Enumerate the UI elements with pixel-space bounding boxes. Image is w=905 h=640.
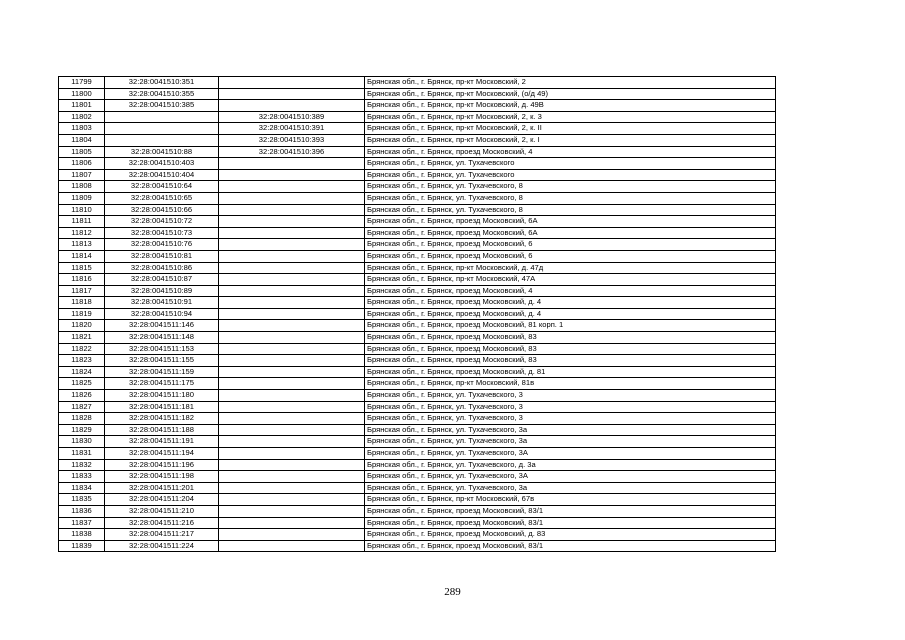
sub-cadastral-number-cell — [219, 540, 365, 552]
row-number-cell: 11808 — [59, 181, 105, 193]
table-row — [59, 366, 776, 378]
table-row — [59, 123, 776, 135]
row-number-cell: 11818 — [59, 297, 105, 309]
table-row — [59, 390, 776, 402]
row-number-cell: 11817 — [59, 285, 105, 297]
cadastral-number-cell: 32:28:0041511:188 — [105, 424, 219, 436]
sub-cadastral-number-cell — [219, 482, 365, 494]
sub-cadastral-number-cell — [219, 413, 365, 425]
cadastral-number-cell: 32:28:0041511:201 — [105, 482, 219, 494]
row-number-cell: 11820 — [59, 320, 105, 332]
sub-cadastral-number-cell — [219, 436, 365, 448]
table-row — [59, 134, 776, 146]
address-cell: Брянская обл., г. Брянск, пр-кт Московский, 67в — [365, 494, 776, 506]
table-row — [59, 436, 776, 448]
row-number-cell: 11839 — [59, 540, 105, 552]
sub-cadastral-number-cell — [219, 285, 365, 297]
row-number-cell: 11816 — [59, 274, 105, 286]
address-cell: Брянская обл., г. Брянск, проезд Московский, 83/1 — [365, 517, 776, 529]
address-cell: Брянская обл., г. Брянск, ул. Тухачевского — [365, 158, 776, 170]
table-row — [59, 378, 776, 390]
table-row — [59, 146, 776, 158]
cadastral-number-cell: 32:28:0041511:182 — [105, 413, 219, 425]
address-cell: Брянская обл., г. Брянск, ул. Тухачевского, 3 — [365, 390, 776, 402]
cadastral-number-cell: 32:28:0041510:87 — [105, 274, 219, 286]
sub-cadastral-number-cell — [219, 355, 365, 367]
row-number-cell: 11828 — [59, 413, 105, 425]
address-cell: Брянская обл., г. Брянск, проезд Московский, 4 — [365, 285, 776, 297]
cadastral-number-cell: 32:28:0041510:64 — [105, 181, 219, 193]
cadastral-number-cell: 32:28:0041511:224 — [105, 540, 219, 552]
sub-cadastral-number-cell — [219, 274, 365, 286]
sub-cadastral-number-cell — [219, 459, 365, 471]
address-cell: Брянская обл., г. Брянск, проезд Московский, 81 корп. 1 — [365, 320, 776, 332]
sub-cadastral-number-cell — [219, 308, 365, 320]
row-number-cell: 11811 — [59, 216, 105, 228]
sub-cadastral-number-cell — [219, 494, 365, 506]
sub-cadastral-number-cell — [219, 158, 365, 170]
sub-cadastral-number-cell — [219, 169, 365, 181]
cadastral-number-cell: 32:28:0041511:146 — [105, 320, 219, 332]
cadastral-number-cell: 32:28:0041510:404 — [105, 169, 219, 181]
address-cell: Брянская обл., г. Брянск, проезд Московский, д. 83 — [365, 529, 776, 541]
sub-cadastral-number-cell — [219, 390, 365, 402]
row-number-cell: 11809 — [59, 192, 105, 204]
table-row — [59, 343, 776, 355]
cadastral-number-cell: 32:28:0041510:72 — [105, 216, 219, 228]
cadastral-number-cell: 32:28:0041510:86 — [105, 262, 219, 274]
table-row — [59, 250, 776, 262]
table-row — [59, 192, 776, 204]
table-row — [59, 471, 776, 483]
address-cell: Брянская обл., г. Брянск, пр-кт Московский, д. 49В — [365, 100, 776, 112]
sub-cadastral-number-cell — [219, 262, 365, 274]
cadastral-number-cell: 32:28:0041510:81 — [105, 250, 219, 262]
sub-cadastral-number-cell — [219, 216, 365, 228]
row-number-cell: 11814 — [59, 250, 105, 262]
table-row — [59, 227, 776, 239]
address-cell: Брянская обл., г. Брянск, ул. Тухачевского, 8 — [365, 204, 776, 216]
cadastral-number-cell — [105, 111, 219, 123]
sub-cadastral-number-cell — [219, 250, 365, 262]
address-cell: Брянская обл., г. Брянск, проезд Московский, д. 81 — [365, 366, 776, 378]
cadastral-number-cell: 32:28:0041511:191 — [105, 436, 219, 448]
table-row — [59, 355, 776, 367]
row-number-cell: 11823 — [59, 355, 105, 367]
address-cell: Брянская обл., г. Брянск, ул. Тухачевского — [365, 169, 776, 181]
sub-cadastral-number-cell — [219, 192, 365, 204]
address-cell: Брянская обл., г. Брянск, проезд Московский, 83/1 — [365, 505, 776, 517]
cadastral-number-cell: 32:28:0041510:66 — [105, 204, 219, 216]
table-row — [59, 308, 776, 320]
table-row — [59, 529, 776, 541]
row-number-cell: 11804 — [59, 134, 105, 146]
table-row — [59, 540, 776, 552]
address-cell: Брянская обл., г. Брянск, ул. Тухачевского, 8 — [365, 181, 776, 193]
cadastral-number-cell: 32:28:0041510:351 — [105, 77, 219, 89]
cadastral-number-cell: 32:28:0041511:181 — [105, 401, 219, 413]
cadastral-number-cell: 32:28:0041510:94 — [105, 308, 219, 320]
cadastral-number-cell: 32:28:0041511:159 — [105, 366, 219, 378]
table-row — [59, 459, 776, 471]
sub-cadastral-number-cell — [219, 100, 365, 112]
sub-cadastral-number-cell — [219, 77, 365, 89]
row-number-cell: 11824 — [59, 366, 105, 378]
table-row — [59, 216, 776, 228]
row-number-cell: 11806 — [59, 158, 105, 170]
table-row — [59, 181, 776, 193]
cadastral-number-cell: 32:28:0041510:65 — [105, 192, 219, 204]
row-number-cell: 11832 — [59, 459, 105, 471]
address-cell: Брянская обл., г. Брянск, пр-кт Московский, (о/д 49) — [365, 88, 776, 100]
sub-cadastral-number-cell — [219, 401, 365, 413]
table-row — [59, 204, 776, 216]
cadastral-number-cell: 32:28:0041510:355 — [105, 88, 219, 100]
row-number-cell: 11799 — [59, 77, 105, 89]
table-row — [59, 169, 776, 181]
row-number-cell: 11836 — [59, 505, 105, 517]
table-row — [59, 413, 776, 425]
table-row — [59, 285, 776, 297]
sub-cadastral-number-cell — [219, 88, 365, 100]
address-cell: Брянская обл., г. Брянск, ул. Тухачевского, 3а — [365, 436, 776, 448]
row-number-cell: 11813 — [59, 239, 105, 251]
address-cell: Брянская обл., г. Брянск, ул. Тухачевского, 3а — [365, 424, 776, 436]
address-cell: Брянская обл., г. Брянск, ул. Тухачевского, 3а — [365, 482, 776, 494]
cadastral-register-table — [58, 76, 776, 552]
sub-cadastral-number-cell — [219, 297, 365, 309]
table-row — [59, 505, 776, 517]
cadastral-number-cell: 32:28:0041510:89 — [105, 285, 219, 297]
address-cell: Брянская обл., г. Брянск, ул. Тухачевского, 3А — [365, 448, 776, 460]
cadastral-number-cell: 32:28:0041511:175 — [105, 378, 219, 390]
cadastral-number-cell: 32:28:0041510:403 — [105, 158, 219, 170]
sub-cadastral-number-cell — [219, 227, 365, 239]
address-cell: Брянская обл., г. Брянск, проезд Московский, 6 — [365, 239, 776, 251]
sub-cadastral-number-cell — [219, 366, 365, 378]
address-cell: Брянская обл., г. Брянск, проезд Московский, 83 — [365, 332, 776, 344]
table-row — [59, 88, 776, 100]
row-number-cell: 11829 — [59, 424, 105, 436]
sub-cadastral-number-cell: 32:28:0041510:393 — [219, 134, 365, 146]
cadastral-number-cell: 32:28:0041511:210 — [105, 505, 219, 517]
row-number-cell: 11802 — [59, 111, 105, 123]
table-body — [59, 77, 776, 552]
cadastral-number-cell: 32:28:0041510:73 — [105, 227, 219, 239]
cadastral-number-cell: 32:28:0041511:217 — [105, 529, 219, 541]
row-number-cell: 11807 — [59, 169, 105, 181]
address-cell: Брянская обл., г. Брянск, проезд Московский, 6 — [365, 250, 776, 262]
row-number-cell: 11815 — [59, 262, 105, 274]
cadastral-number-cell: 32:28:0041510:91 — [105, 297, 219, 309]
row-number-cell: 11825 — [59, 378, 105, 390]
address-cell: Брянская обл., г. Брянск, ул. Тухачевского, 3 — [365, 401, 776, 413]
cadastral-number-cell: 32:28:0041510:88 — [105, 146, 219, 158]
sub-cadastral-number-cell — [219, 343, 365, 355]
sub-cadastral-number-cell — [219, 517, 365, 529]
address-cell: Брянская обл., г. Брянск, проезд Московский, 6А — [365, 227, 776, 239]
address-cell: Брянская обл., г. Брянск, проезд Московский, д. 4 — [365, 297, 776, 309]
table-row — [59, 239, 776, 251]
address-cell: Брянская обл., г. Брянск, пр-кт Московский, 2, к. I — [365, 134, 776, 146]
cadastral-number-cell: 32:28:0041510:385 — [105, 100, 219, 112]
address-cell: Брянская обл., г. Брянск, ул. Тухачевского, 3 — [365, 413, 776, 425]
sub-cadastral-number-cell — [219, 448, 365, 460]
sub-cadastral-number-cell: 32:28:0041510:389 — [219, 111, 365, 123]
row-number-cell: 11830 — [59, 436, 105, 448]
address-cell: Брянская обл., г. Брянск, пр-кт Московский, 81в — [365, 378, 776, 390]
sub-cadastral-number-cell — [219, 239, 365, 251]
row-number-cell: 11827 — [59, 401, 105, 413]
table-row — [59, 100, 776, 112]
table-row — [59, 297, 776, 309]
row-number-cell: 11831 — [59, 448, 105, 460]
row-number-cell: 11810 — [59, 204, 105, 216]
cadastral-number-cell: 32:28:0041511:216 — [105, 517, 219, 529]
table-row — [59, 494, 776, 506]
table-row — [59, 158, 776, 170]
address-cell: Брянская обл., г. Брянск, проезд Московский, 83 — [365, 343, 776, 355]
sub-cadastral-number-cell — [219, 505, 365, 517]
table-row — [59, 111, 776, 123]
table-row — [59, 77, 776, 89]
sub-cadastral-number-cell — [219, 181, 365, 193]
cadastral-number-cell: 32:28:0041511:148 — [105, 332, 219, 344]
page-number: 289 — [444, 586, 461, 598]
cadastral-number-cell: 32:28:0041511:180 — [105, 390, 219, 402]
address-cell: Брянская обл., г. Брянск, проезд Московский, 4 — [365, 146, 776, 158]
table-row — [59, 401, 776, 413]
sub-cadastral-number-cell: 32:28:0041510:391 — [219, 123, 365, 135]
table-row — [59, 448, 776, 460]
sub-cadastral-number-cell — [219, 378, 365, 390]
address-cell: Брянская обл., г. Брянск, ул. Тухачевского, 3А — [365, 471, 776, 483]
address-cell: Брянская обл., г. Брянск, ул. Тухачевского, д. 3а — [365, 459, 776, 471]
row-number-cell: 11801 — [59, 100, 105, 112]
address-cell: Брянская обл., г. Брянск, пр-кт Московский, д. 47д — [365, 262, 776, 274]
address-cell: Брянская обл., г. Брянск, пр-кт Московский, 47А — [365, 274, 776, 286]
table-row — [59, 517, 776, 529]
table-row — [59, 262, 776, 274]
table-row — [59, 424, 776, 436]
sub-cadastral-number-cell — [219, 529, 365, 541]
address-cell: Брянская обл., г. Брянск, пр-кт Московский, 2, к. II — [365, 123, 776, 135]
row-number-cell: 11834 — [59, 482, 105, 494]
row-number-cell: 11812 — [59, 227, 105, 239]
row-number-cell: 11821 — [59, 332, 105, 344]
cadastral-number-cell: 32:28:0041511:204 — [105, 494, 219, 506]
row-number-cell: 11822 — [59, 343, 105, 355]
cadastral-number-cell: 32:28:0041511:155 — [105, 355, 219, 367]
cadastral-number-cell: 32:28:0041510:76 — [105, 239, 219, 251]
sub-cadastral-number-cell — [219, 332, 365, 344]
row-number-cell: 11800 — [59, 88, 105, 100]
table-row — [59, 320, 776, 332]
row-number-cell: 11826 — [59, 390, 105, 402]
address-cell: Брянская обл., г. Брянск, проезд Московский, 83/1 — [365, 540, 776, 552]
address-cell: Брянская обл., г. Брянск, проезд Московский, 83 — [365, 355, 776, 367]
address-cell: Брянская обл., г. Брянск, проезд Московский, д. 4 — [365, 308, 776, 320]
address-cell: Брянская обл., г. Брянск, пр-кт Московский, 2, к. 3 — [365, 111, 776, 123]
sub-cadastral-number-cell — [219, 471, 365, 483]
cadastral-number-cell — [105, 134, 219, 146]
row-number-cell: 11835 — [59, 494, 105, 506]
row-number-cell: 11833 — [59, 471, 105, 483]
cadastral-number-cell: 32:28:0041511:153 — [105, 343, 219, 355]
cadastral-number-cell: 32:28:0041511:194 — [105, 448, 219, 460]
sub-cadastral-number-cell — [219, 424, 365, 436]
address-cell: Брянская обл., г. Брянск, проезд Московский, 6А — [365, 216, 776, 228]
table-row — [59, 332, 776, 344]
sub-cadastral-number-cell — [219, 320, 365, 332]
table-row — [59, 274, 776, 286]
cadastral-number-cell: 32:28:0041511:196 — [105, 459, 219, 471]
cadastral-number-cell — [105, 123, 219, 135]
address-cell: Брянская обл., г. Брянск, ул. Тухачевского, 8 — [365, 192, 776, 204]
row-number-cell: 11805 — [59, 146, 105, 158]
row-number-cell: 11838 — [59, 529, 105, 541]
cadastral-number-cell: 32:28:0041511:198 — [105, 471, 219, 483]
sub-cadastral-number-cell: 32:28:0041510:396 — [219, 146, 365, 158]
row-number-cell: 11837 — [59, 517, 105, 529]
table-row — [59, 482, 776, 494]
sub-cadastral-number-cell — [219, 204, 365, 216]
address-cell: Брянская обл., г. Брянск, пр-кт Московский, 2 — [365, 77, 776, 89]
row-number-cell: 11803 — [59, 123, 105, 135]
row-number-cell: 11819 — [59, 308, 105, 320]
